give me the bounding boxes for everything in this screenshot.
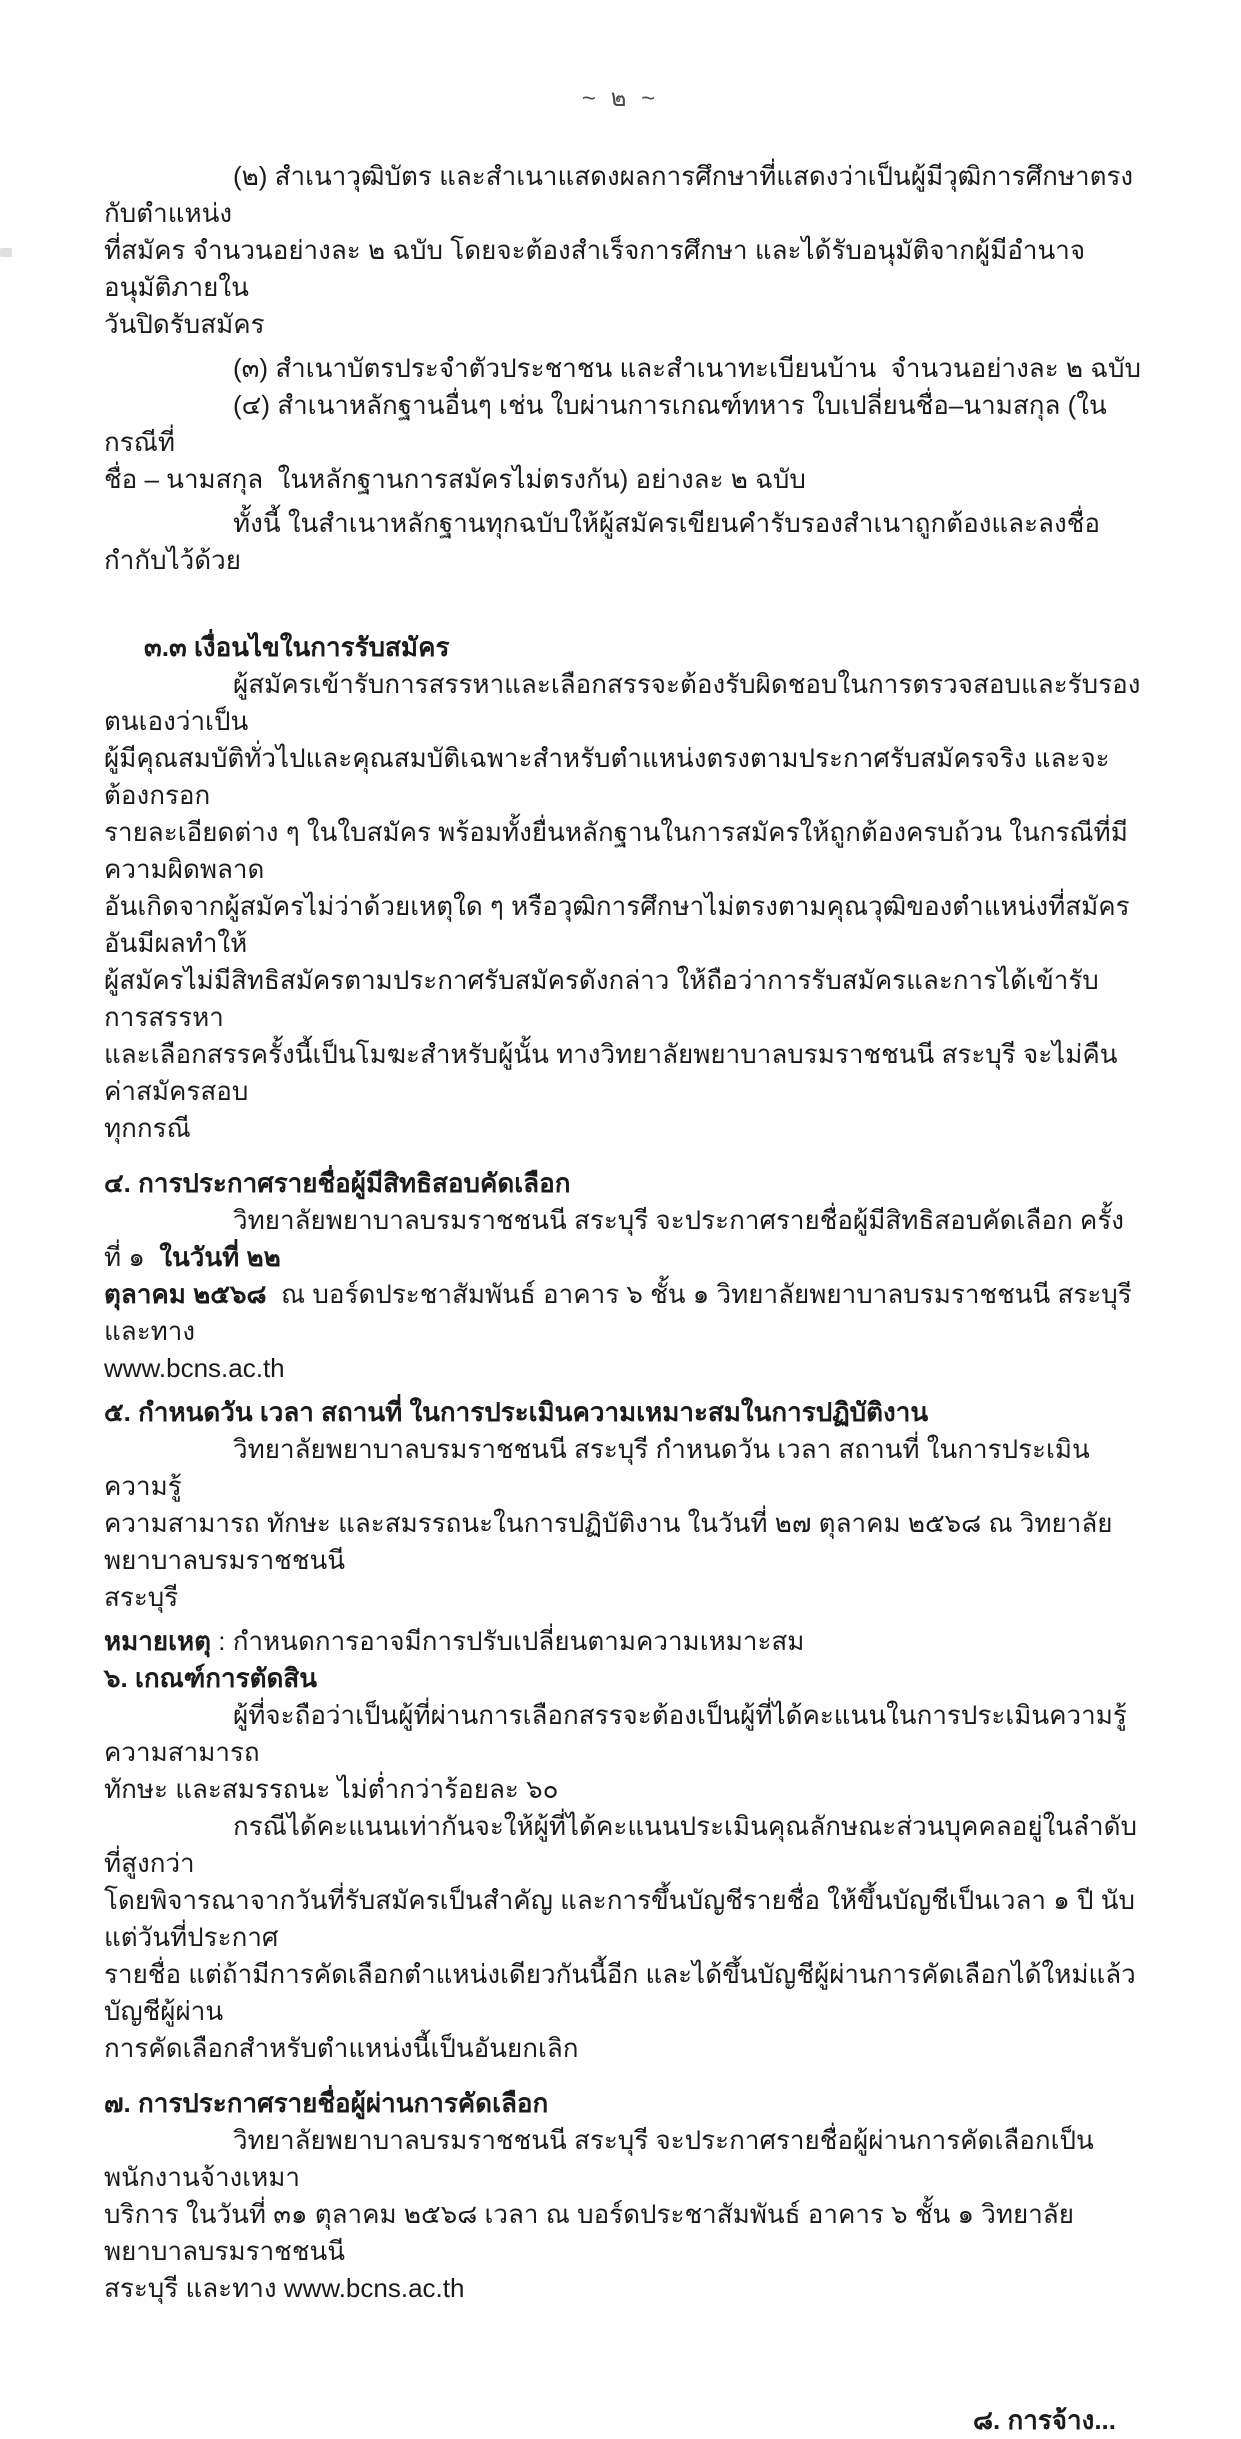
section-4-heading bbox=[104, 1165, 1141, 1202]
section-7-line bbox=[104, 2122, 1141, 2196]
text-segment: www.bcns.ac.th bbox=[104, 1353, 285, 1383]
section-3-3-line bbox=[104, 888, 1141, 962]
text-segment: สระบุรี bbox=[104, 1582, 179, 1612]
text-segment: และเลือกสรรครั้งนี้เป็นโมฆะสำหรับผู้นั้น ทางวิทยาลัยพยาบาลบรมราชชนนี สระบุรี จะไม่คืนค่าสมัครสอบ bbox=[104, 1039, 1118, 1106]
text-segment: ทุกกรณี bbox=[104, 1113, 191, 1143]
text-segment: ชื่อ – นามสกุล ในหลักฐานการสมัครไม่ตรงกัน) อย่างละ ๒ ฉบับ bbox=[104, 464, 806, 494]
text-segment: ในวันที่ ๒๒ bbox=[159, 1242, 281, 1272]
section-3-3-line bbox=[104, 1110, 1141, 1147]
text-segment: (๓) สำเนาบัตรประจำตัวประชาชน และสำเนาทะเบียนบ้าน จำนวนอย่างละ ๒ ฉบับ bbox=[233, 353, 1142, 383]
text-segment: ผู้สมัครไม่มีสิทธิสมัครตามประกาศรับสมัครดังกล่าว ให้ถือว่าการรับสมัครและการได้เข้ารับการสรรหา bbox=[104, 965, 1099, 1032]
section-7-heading bbox=[104, 2085, 1141, 2122]
text-segment: สระบุรี และทาง www.bcns.ac.th bbox=[104, 2273, 465, 2303]
item-4-line bbox=[104, 387, 1141, 461]
scan-artifact-mark bbox=[0, 248, 12, 257]
section-4-website-line bbox=[104, 1350, 1141, 1387]
item-2-line bbox=[104, 232, 1141, 306]
item-4-line bbox=[104, 461, 1141, 498]
section-3-3-line bbox=[104, 1036, 1141, 1110]
text-segment: ผู้มีคุณสมบัติทั่วไปและคุณสมบัติเฉพาะสำหรับตำแหน่งตรงตามประกาศรับสมัครจริง และจะต้องกรอก bbox=[104, 743, 1110, 810]
item-2-line bbox=[104, 158, 1141, 232]
certification-note-line bbox=[104, 505, 1141, 579]
section-5-line bbox=[104, 1505, 1141, 1579]
text-segment: รายชื่อ แต่ถ้ามีการคัดเลือกตำแหน่งเดียวกันนี้อีก และได้ขึ้นบัญชีผู้ผ่านการคัดเลือกได้ใหม่แล้ว บัญชีผู้ผ่าน bbox=[104, 1959, 1144, 2026]
page-number: ~ ๒ ~ bbox=[581, 85, 660, 112]
section-5-line bbox=[104, 1579, 1141, 1616]
text-segment: ๖. เกณฑ์การตัดสิน bbox=[104, 1663, 318, 1693]
text-segment: ณ บอร์ดประชาสัมพันธ์ อาคาร ๖ ชั้น ๑ วิทยาลัยพยาบาลบรมราชชนนี สระบุรี และทาง bbox=[104, 1279, 1139, 1346]
section-4-line bbox=[104, 1276, 1141, 1350]
text-segment: ตุลาคม ๒๕๖๘ bbox=[104, 1279, 267, 1309]
section-3-3-line bbox=[104, 814, 1141, 888]
section-5-heading bbox=[104, 1394, 1141, 1431]
section-4-line bbox=[104, 1202, 1141, 1276]
text-segment: โดยพิจารณาจากวันที่รับสมัครเป็นสำคัญ และการขึ้นบัญชีรายชื่อ ให้ขึ้นบัญชีเป็นเวลา ๑ ปี นับแต่วันที่ประกาศ bbox=[104, 1885, 1135, 1952]
text-segment: ผู้ที่จะถือว่าเป็นผู้ที่ผ่านการเลือกสรรจะต้องเป็นผู้ที่ได้คะแนนในการประเมินความรู้ความสามารถ bbox=[104, 1700, 1127, 1767]
text-segment: การคัดเลือกสำหรับตำแหน่งนี้เป็นอันยกเลิก bbox=[104, 2033, 579, 2063]
text-segment: บริการ ในวันที่ ๓๑ ตุลาคม ๒๕๖๘ เวลา ณ บอร์ดประชาสัมพันธ์ อาคาร ๖ ชั้น ๑ วิทยาลัยพยาบาลบรมราชชนนี bbox=[104, 2199, 1074, 2266]
text-segment: รายละเอียดต่าง ๆ ในใบสมัคร พร้อมทั้งยื่นหลักฐานในการสมัครให้ถูกต้องครบถ้วน ในกรณีที่มีความผิดพลาด bbox=[104, 817, 1128, 884]
continuation-marker bbox=[104, 2402, 1141, 2439]
text-segment: หมายเหตุ bbox=[104, 1626, 212, 1656]
text-segment: ผู้สมัครเข้ารับการสรรหาและเลือกสรรจะต้องรับผิดชอบในการตรวจสอบและรับรองตนเองว่าเป็น bbox=[104, 669, 1141, 736]
text-segment: อันเกิดจากผู้สมัครไม่ว่าด้วยเหตุใด ๆ หรือวุฒิการศึกษาไม่ตรงตามคุณวุฒิของตำแหน่งที่สมัคร อันมีผลทำให้ bbox=[104, 891, 1137, 958]
document-body bbox=[0, 158, 1241, 2439]
section-3-3-line bbox=[104, 666, 1141, 740]
remark-line bbox=[104, 1623, 1141, 1660]
text-segment: ๕. กำหนดวัน เวลา สถานที่ ในการประเมินความเหมาะสมในการปฏิบัติงาน bbox=[104, 1397, 929, 1427]
section-6-line bbox=[104, 1956, 1144, 2030]
text-segment: ที่สมัคร จำนวนอย่างละ ๒ ฉบับ โดยจะต้องสำเร็จการศึกษา และได้รับอนุมัติจากผู้มีอำนาจอนุมัติภายใน bbox=[104, 235, 1086, 302]
section-3-3-heading bbox=[104, 629, 1141, 666]
text-segment: ความสามารถ ทักษะ และสมรรถนะในการปฏิบัติงาน ในวันที่ ๒๗ ตุลาคม ๒๕๖๘ ณ วิทยาลัยพยาบาลบรมราชชนนี bbox=[104, 1508, 1113, 1575]
text-segment: (๔) สำเนาหลักฐานอื่นๆ เช่น ใบผ่านการเกณฑ์ทหาร ใบเปลี่ยนชื่อ–นามสกุล (ในกรณีที่ bbox=[104, 390, 1107, 457]
section-7-line bbox=[104, 2270, 1141, 2307]
section-6-line bbox=[104, 1697, 1141, 1771]
section-5-line bbox=[104, 1431, 1141, 1505]
item-3-line bbox=[104, 350, 1141, 387]
text-segment: ทั้งนี้ ในสำเนาหลักฐานทุกฉบับให้ผู้สมัครเขียนคำรับรองสำเนาถูกต้องและลงชื่อกำกับไว้ด้วย bbox=[104, 508, 1100, 575]
text-segment: (๒) สำเนาวุฒิบัตร และสำเนาแสดงผลการศึกษาที่แสดงว่าเป็นผู้มีวุฒิการศึกษาตรงกับตำแหน่ง bbox=[104, 161, 1134, 228]
section-7-line bbox=[104, 2196, 1141, 2270]
text-segment: ทักษะ และสมรรถนะ ไม่ต่ำกว่าร้อยละ ๖๐ bbox=[104, 1774, 559, 1804]
section-3-3-line bbox=[104, 962, 1141, 1036]
section-3-3-line bbox=[104, 740, 1141, 814]
text-segment: วันปิดรับสมัคร bbox=[104, 309, 265, 339]
text-segment: วิทยาลัยพยาบาลบรมราชชนนี สระบุรี จะประกาศรายชื่อผู้ผ่านการคัดเลือกเป็นพนักงานจ้างเหมา bbox=[104, 2125, 1094, 2192]
text-segment: ๗. การประกาศรายชื่อผู้ผ่านการคัดเลือก bbox=[104, 2088, 549, 2118]
text-segment: วิทยาลัยพยาบาลบรมราชชนนี สระบุรี กำหนดวัน เวลา สถานที่ ในการประเมิน ความรู้ bbox=[104, 1434, 1098, 1501]
item-2-line bbox=[104, 306, 1141, 343]
text-segment: วิทยาลัยพยาบาลบรมราชชนนี สระบุรี จะประกาศรายชื่อผู้มีสิทธิสอบคัดเลือก ครั้งที่ ๑ bbox=[104, 1205, 1124, 1272]
text-segment: กรณีได้คะแนนเท่ากันจะให้ผู้ที่ได้คะแนนประเมินคุณลักษณะส่วนบุคคลอยู่ในลำดับที่สูงกว่า bbox=[104, 1811, 1137, 1878]
text-segment: : กำหนดการอาจมีการปรับเปลี่ยนตามความเหมาะสม bbox=[211, 1626, 805, 1656]
section-6-line bbox=[104, 1882, 1141, 1956]
text-segment: ๔. การประกาศรายชื่อผู้มีสิทธิสอบคัดเลือก bbox=[104, 1168, 571, 1198]
section-6-line bbox=[104, 2030, 1141, 2067]
section-6-line bbox=[104, 1771, 1141, 1808]
section-6-heading bbox=[104, 1660, 1141, 1697]
text-segment: ๘. การจ้าง... bbox=[972, 2405, 1116, 2435]
section-6-line bbox=[104, 1808, 1141, 1882]
text-segment: ๓.๓ เงื่อนไขในการรับสมัคร bbox=[144, 632, 450, 662]
